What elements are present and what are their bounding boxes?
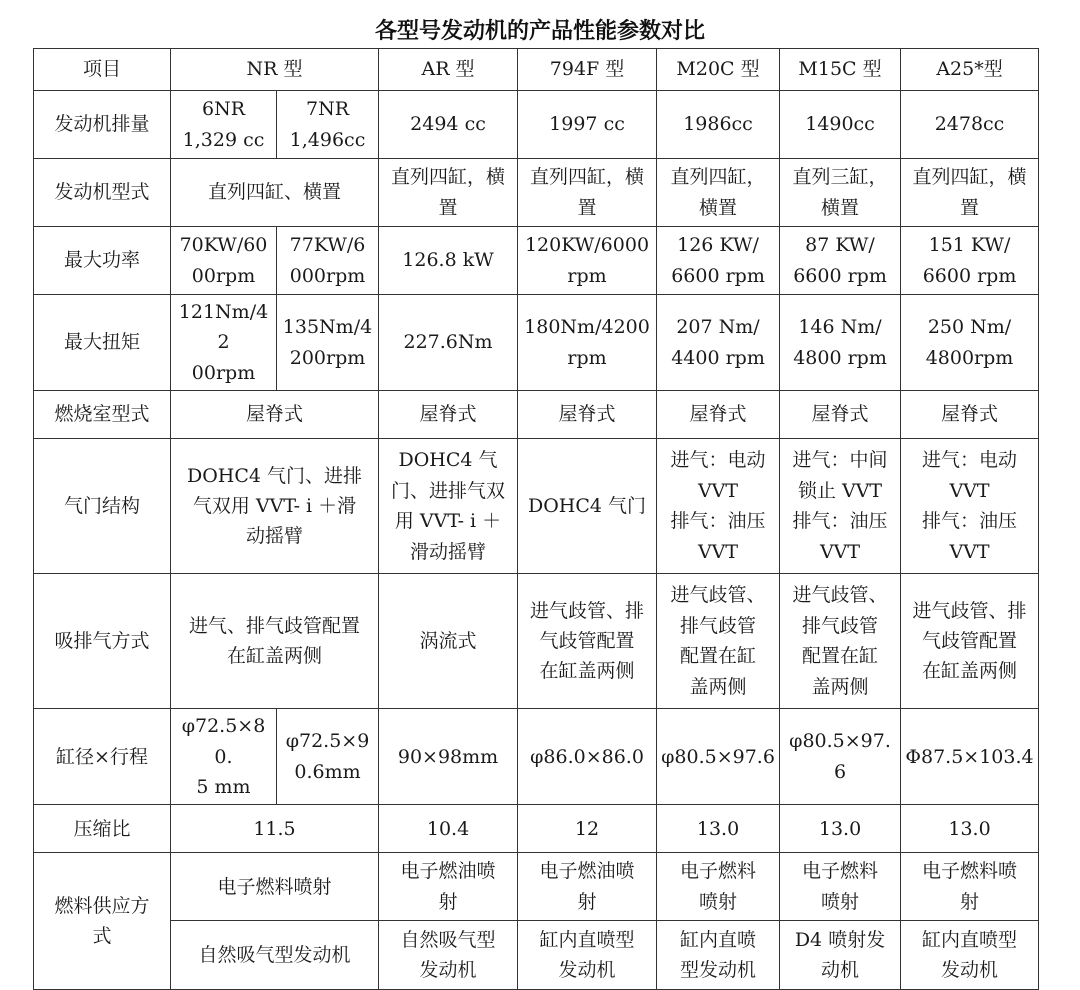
cell-nr: 电子燃料喷射: [171, 853, 379, 921]
cell-m20c: 屋脊式: [657, 391, 780, 439]
header-a25: A25*型: [901, 49, 1039, 91]
cell-794f: 屋脊式: [518, 391, 657, 439]
cell-a25: 2478cc: [901, 91, 1039, 159]
cell-ar: 电子燃油喷 射: [379, 853, 518, 921]
cell-794f: 180Nm/4200 rpm: [518, 295, 657, 391]
row-label: 最大功率: [34, 227, 171, 295]
row-engine-type: [34, 159, 1039, 227]
cell-a25: 屋脊式: [901, 391, 1039, 439]
cell-ar: 227.6Nm: [379, 295, 518, 391]
cell-nr: 11.5: [171, 805, 379, 853]
cell-nr: 直列四缸、横置: [171, 159, 379, 227]
cell-m15c: 屋脊式: [780, 391, 901, 439]
row-bore-stroke: [34, 709, 1039, 805]
cell-a25: 进气：电动 VVT 排气：油压 VVT: [901, 439, 1039, 574]
cell-m20c: 207 Nm/ 4400 rpm: [657, 295, 780, 391]
cell-nr-6: φ72.5×80. 5 mm: [171, 709, 277, 805]
cell-794f: 12: [518, 805, 657, 853]
cell-ar: 屋脊式: [379, 391, 518, 439]
cell-794f: 缸内直喷型 发动机: [518, 921, 657, 990]
header-794f: 794F 型: [518, 49, 657, 91]
cell-nr-7: 7NR 1,496cc: [277, 91, 379, 159]
row-combustion: [34, 391, 1039, 439]
cell-ar: 直列四缸，横 置: [379, 159, 518, 227]
cell-m20c: 电子燃料 喷射: [657, 853, 780, 921]
row-compression: [34, 805, 1039, 853]
cell-a25: 直列四缸，横 置: [901, 159, 1039, 227]
cell-m15c: 进气：中间 锁止 VVT 排气：油压 VVT: [780, 439, 901, 574]
cell-m20c: 直列四缸， 横置: [657, 159, 780, 227]
cell-m15c: 87 KW/ 6600 rpm: [780, 227, 901, 295]
cell-a25: 电子燃料喷 射: [901, 853, 1039, 921]
cell-m20c: 1986cc: [657, 91, 780, 159]
cell-m15c: 进气歧管、 排气歧管 配置在缸 盖两侧: [780, 574, 901, 709]
row-label: 缸径×行程: [34, 709, 171, 805]
header-item: 项目: [34, 49, 171, 91]
cell-m20c: 13.0: [657, 805, 780, 853]
cell-ar: 90×98mm: [379, 709, 518, 805]
cell-a25: 250 Nm/ 4800rpm: [901, 295, 1039, 391]
row-fuel-1: [34, 853, 1039, 921]
cell-m15c: 1490cc: [780, 91, 901, 159]
row-intake-exhaust: [34, 574, 1039, 709]
cell-794f: DOHC4 气门: [518, 439, 657, 574]
cell-794f: 直列四缸，横 置: [518, 159, 657, 227]
row-valve: [34, 439, 1039, 574]
row-displacement: [34, 91, 1039, 159]
engine-spec-table: [33, 48, 1039, 990]
cell-794f: 120KW/6000 rpm: [518, 227, 657, 295]
cell-a25: 151 KW/ 6600 rpm: [901, 227, 1039, 295]
cell-m15c: φ80.5×97.6: [780, 709, 901, 805]
cell-m15c: D4 喷射发 动机: [780, 921, 901, 990]
cell-ar: 10.4: [379, 805, 518, 853]
cell-ar: 涡流式: [379, 574, 518, 709]
cell-m15c: 直列三缸， 横置: [780, 159, 901, 227]
cell-nr-7: φ72.5×9 0.6mm: [277, 709, 379, 805]
cell-m15c: 13.0: [780, 805, 901, 853]
cell-a25: 缸内直喷型 发动机: [901, 921, 1039, 990]
row-label: 气门结构: [34, 439, 171, 574]
row-label: 燃料供应方 式: [34, 853, 171, 990]
cell-m15c: 电子燃料 喷射: [780, 853, 901, 921]
header-m20c: M20C 型: [657, 49, 780, 91]
cell-nr: DOHC4 气门、进排 气双用 VVT- i ＋滑 动摇臂: [171, 439, 379, 574]
cell-ar: 2494 cc: [379, 91, 518, 159]
row-label: 发动机型式: [34, 159, 171, 227]
cell-794f: φ86.0×86.0: [518, 709, 657, 805]
cell-m20c: 缸内直喷 型发动机: [657, 921, 780, 990]
header-ar: AR 型: [379, 49, 518, 91]
cell-nr-6: 70KW/60 00rpm: [171, 227, 277, 295]
cell-nr: 进气、排气歧管配置 在缸盖两侧: [171, 574, 379, 709]
row-label: 发动机排量: [34, 91, 171, 159]
row-max-torque: [34, 295, 1039, 391]
cell-nr: 自然吸气型发动机: [171, 921, 379, 990]
row-max-power: [34, 227, 1039, 295]
cell-a25: 进气歧管、排 气歧管配置 在缸盖两侧: [901, 574, 1039, 709]
cell-nr-7: 135Nm/4 200rpm: [277, 295, 379, 391]
cell-794f: 进气歧管、排 气歧管配置 在缸盖两侧: [518, 574, 657, 709]
cell-nr-7: 77KW/6 000rpm: [277, 227, 379, 295]
cell-m20c: 进气歧管、 排气歧管 配置在缸 盖两侧: [657, 574, 780, 709]
cell-ar: 自然吸气型 发动机: [379, 921, 518, 990]
cell-794f: 1997 cc: [518, 91, 657, 159]
cell-m20c: φ80.5×97.6: [657, 709, 780, 805]
cell-794f: 电子燃油喷 射: [518, 853, 657, 921]
cell-ar: DOHC4 气 门、进排气双 用 VVT- i ＋ 滑动摇臂: [379, 439, 518, 574]
cell-nr-6: 6NR 1,329 cc: [171, 91, 277, 159]
row-label: 最大扭矩: [34, 295, 171, 391]
row-label: 吸排气方式: [34, 574, 171, 709]
cell-m15c: 146 Nm/ 4800 rpm: [780, 295, 901, 391]
cell-nr-6: 121Nm/42 00rpm: [171, 295, 277, 391]
row-fuel-2: [34, 921, 1039, 990]
row-label: 压缩比: [34, 805, 171, 853]
header-row: [34, 49, 1039, 91]
header-m15c: M15C 型: [780, 49, 901, 91]
cell-ar: 126.8 kW: [379, 227, 518, 295]
row-label: 燃烧室型式: [34, 391, 171, 439]
table-title: 各型号发动机的产品性能参数对比: [374, 19, 705, 44]
cell-m20c: 进气：电动 VVT 排气：油压 VVT: [657, 439, 780, 574]
header-nr: NR 型: [171, 49, 379, 91]
cell-a25: Φ87.5×103.4: [901, 709, 1039, 805]
cell-a25: 13.0: [901, 805, 1039, 853]
cell-nr: 屋脊式: [171, 391, 379, 439]
cell-m20c: 126 KW/ 6600 rpm: [657, 227, 780, 295]
